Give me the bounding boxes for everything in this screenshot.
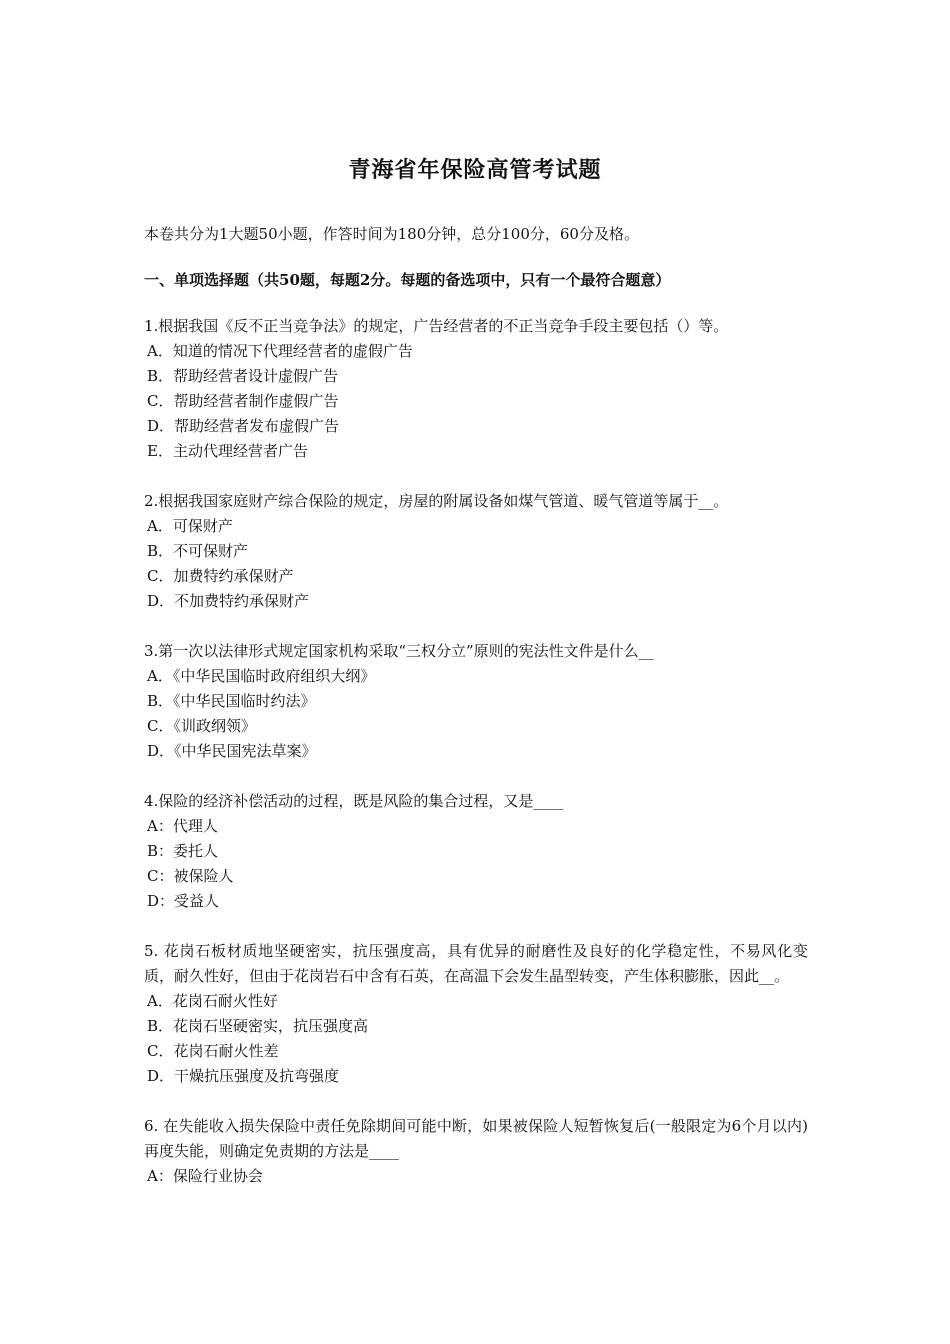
option-d: D：受益人: [147, 892, 220, 910]
option-a: A．知道的情况下代理经营者的虚假广告: [147, 342, 413, 360]
question-stem: 4.保险的经济补偿活动的过程，既是风险的集合过程，又是____: [144, 792, 564, 810]
question-stem: 3.第一次以法律形式规定国家机构采取“三权分立”原则的宪法性文件是什么__: [144, 642, 654, 660]
option-a: A．《中华民国临时政府组织大纲》: [147, 667, 376, 685]
document-title: 青海省年保险高管考试题: [348, 157, 602, 183]
option-b: B．不可保财产: [147, 542, 249, 560]
option-e: E．主动代理经营者广告: [147, 442, 308, 460]
option-a: A．可保财产: [147, 517, 233, 535]
section-heading: 一、单项选择题（共50题，每题2分。每题的备选项中，只有一个最符合题意）: [144, 271, 671, 289]
option-a: A：代理人: [147, 817, 218, 835]
option-b: B．花岗石坚硬密实，抗压强度高: [147, 1017, 369, 1035]
option-c: C．加费特约承保财产: [147, 567, 294, 585]
option-b: B．帮助经营者设计虚假广告: [147, 367, 339, 385]
option-b: B．《中华民国临时约法》: [147, 692, 316, 710]
option-a: A：保险行业协会: [147, 1167, 263, 1185]
exam-intro: 本卷共分为1大题50小题，作答时间为180分钟，总分100分，60分及格。: [144, 225, 639, 243]
option-c: C：被保险人: [147, 867, 234, 885]
document-body: [144, 222, 808, 1214]
question-5: [144, 939, 808, 1089]
question-stem: 6. 在失能收入损失保险中责任免除期间可能中断，如果被保险人短暂恢复后(一般限定为6个月以内)再度失能，则确定免责期的方法是____: [144, 1117, 808, 1160]
option-d: D．帮助经营者发布虚假广告: [147, 417, 340, 435]
option-d: D．《中华民国宪法草案》: [147, 742, 317, 760]
option-c: C．花岗石耐火性差: [147, 1042, 279, 1060]
option-d: D．干燥抗压强度及抗弯强度: [147, 1067, 340, 1085]
question-2: [144, 489, 808, 614]
option-c: C．帮助经营者制作虚假广告: [147, 392, 339, 410]
option-b: B：委托人: [147, 842, 219, 860]
question-stem: 5. 花岗石板材质地坚硬密实，抗压强度高，具有优异的耐磨性及良好的化学稳定性，不易风化变质，耐久性好，但由于花岗岩石中含有石英，在高温下会发生晶型转变，产生体积膨胀，因此__。: [144, 942, 808, 985]
question-6: [144, 1114, 808, 1189]
question-stem: 1.根据我国《反不正当竞争法》的规定，广告经营者的不正当竞争手段主要包括（）等。: [144, 317, 729, 335]
option-d: D．不加费特约承保财产: [147, 592, 310, 610]
option-c: C．《训政纲领》: [147, 717, 256, 735]
question-3: [144, 639, 808, 764]
question-stem: 2.根据我国家庭财产综合保险的规定，房屋的附属设备如煤气管道、暖气管道等属于__。: [144, 492, 729, 510]
option-a: A．花岗石耐火性好: [147, 992, 278, 1010]
question-4: [144, 789, 808, 914]
question-1: [144, 314, 808, 464]
